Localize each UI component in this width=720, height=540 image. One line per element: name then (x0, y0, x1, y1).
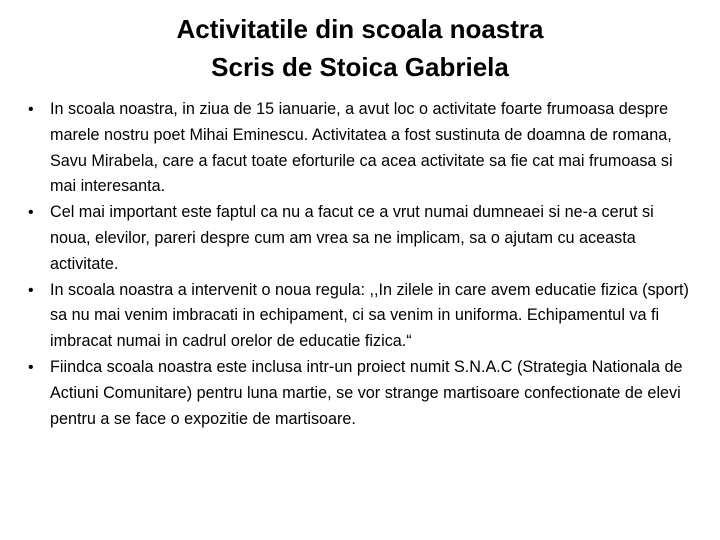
bullet-marker: • (28, 281, 34, 299)
slide-title (0, 10, 720, 86)
bullet-item (26, 200, 690, 277)
bullet-item (26, 355, 690, 432)
title-line-1: Activitatile din scoala noastra (176, 14, 544, 44)
bullet-marker: • (28, 204, 34, 222)
bullet-marker: • (28, 101, 34, 118)
title-line-2: Scris de Stoica Gabriela (211, 52, 509, 82)
bullet-marker: • (28, 358, 34, 376)
bullet-text: In scoala noastra a intervenit o noua regula: ,,In zilele in care avem educatie fizica (sport) sa nu mai venim imbracati in echipament, ci sa venim in uniforma. Echipamentul va fi imbracat numai in cadrul orelor de educatie fizica.“ (50, 280, 689, 351)
bullet-item (26, 278, 690, 355)
bullet-item (26, 97, 690, 200)
bullet-text: In scoala noastra, in ziua de 15 ianuarie, a avut loc o activitate foarte frumoasa despre marele nostru poet Mihai Eminescu. Activitatea a fost sustinuta de doamna de romana, Savu Mirabela, care a facut toate eforturile ca acea activitate sa fie cat mai frumoasa si mai interesanta. (50, 100, 673, 196)
bullet-text: Fiindca scoala noastra este inclusa intr-un proiect numit S.N.A.C (Strategia Nationala de Actiuni Comunitare) pentru luna martie, se vor strange martisoare confectionate de elevi pentru a se face o expozitie de martisoare. (50, 357, 683, 428)
bullet-text: Cel mai important este faptul ca nu a facut ce a vrut numai dumneaei si ne-a cerut si noua, elevilor, pareri despre cum am vrea sa ne implicam, sa o ajutam cu aceasta activitate. (50, 203, 654, 273)
bullet-list (26, 97, 690, 432)
